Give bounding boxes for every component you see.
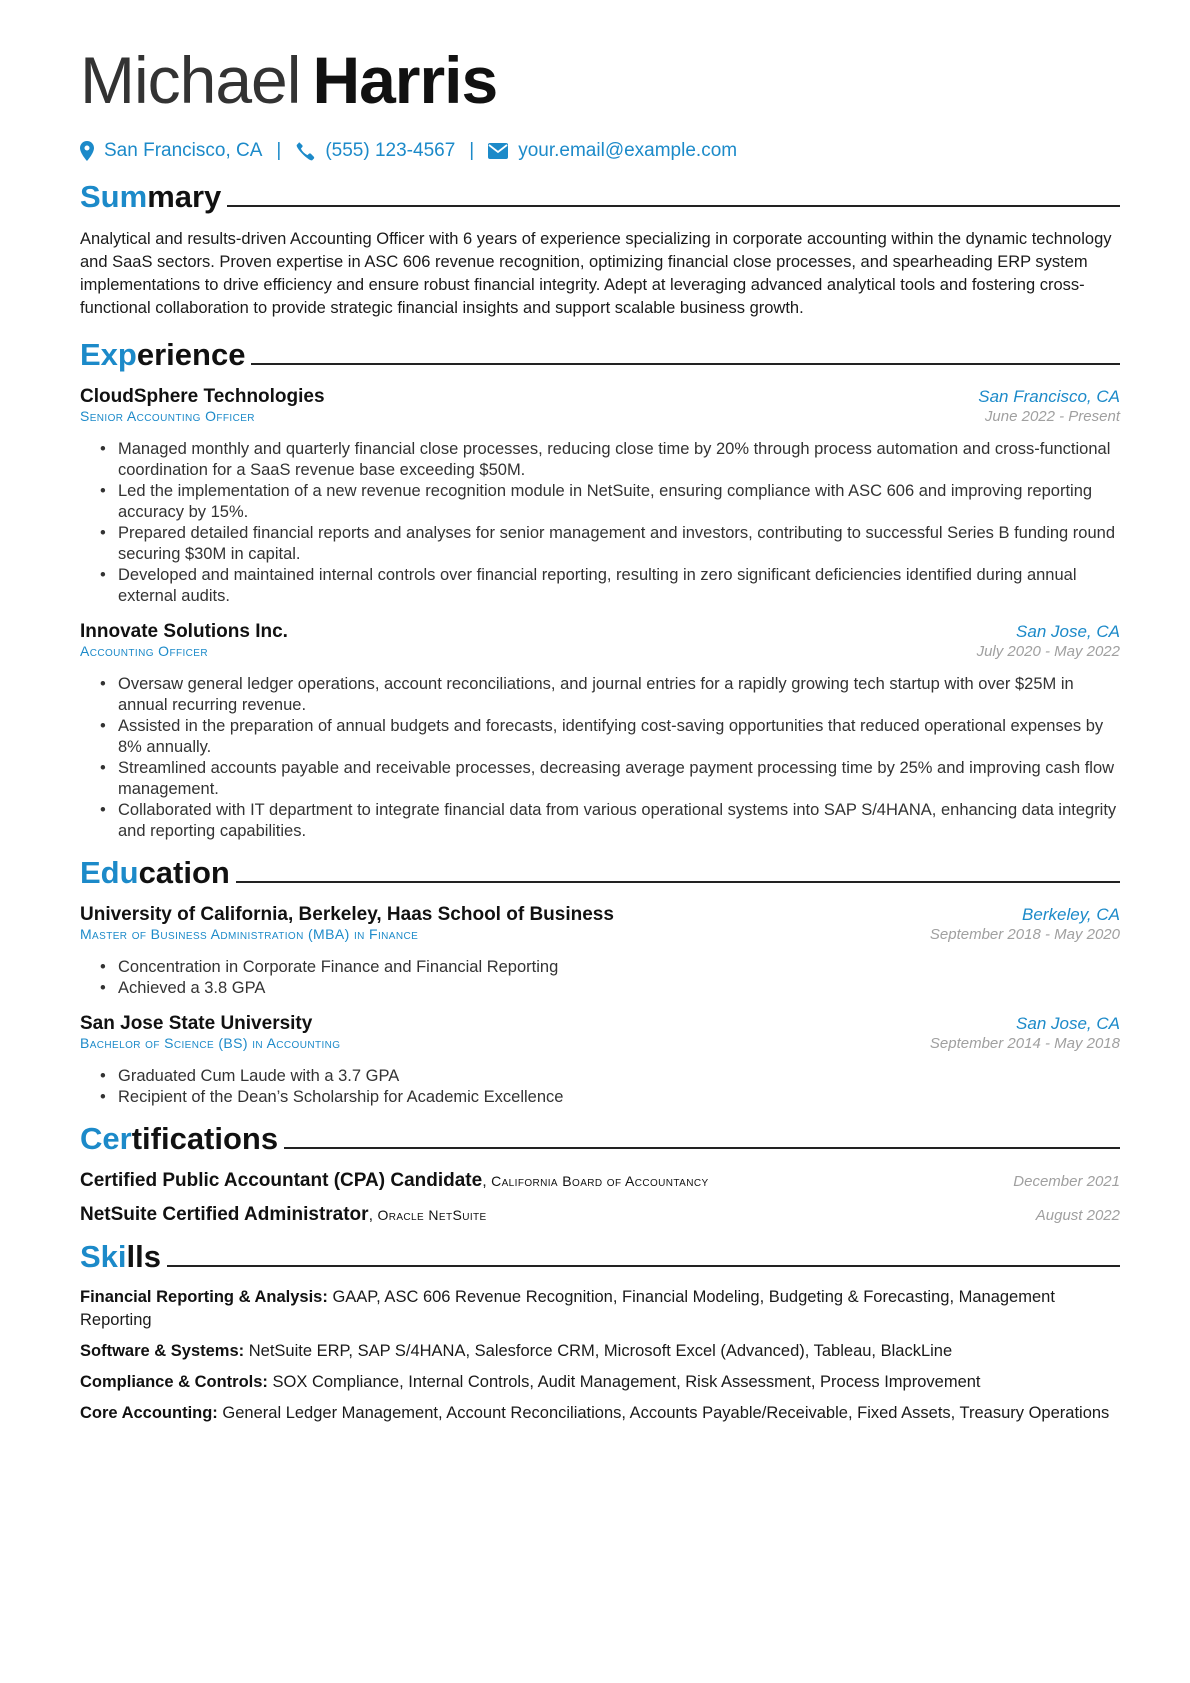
experience-heading [80,330,1120,374]
skill-label: Software & Systems: [80,1342,245,1360]
location-text: San Francisco, CA [104,140,263,161]
certification-issuer: California Board of Accountancy [491,1173,709,1189]
skill-group [80,1402,1120,1425]
experience-entry [80,621,1120,842]
bullet-item: • Managed monthly and quarterly financial close processes, reducing close time by 20% through process automation and cross-functional coordination for a SaaS revenue base exceeding $50M. [118,439,1120,481]
section-rule [236,881,1120,883]
company-name: Innovate Solutions Inc. [80,621,288,642]
certification-item: Certified Public Accountant (CPA) Candidate, California Board of Accountancy December 2021 [80,1170,1120,1191]
certification-item: NetSuite Certified Administrator, Oracle NetSuite August 2022 [80,1204,1120,1225]
job-location: San Francisco, CA [978,387,1120,406]
bullet-item: • Streamlined accounts payable and receivable processes, decreasing average payment processing time by 25% and improving cash flow management. [118,758,1120,800]
bullet-item: • Led the implementation of a new revenue recognition module in NetSuite, ensuring compliance with ASC 606 and improving reporting accuracy by 15%. [118,481,1120,523]
skill-label: Compliance & Controls: [80,1373,268,1391]
certification-date: August 2022 [1035,1207,1120,1224]
contact-separator: | [469,140,475,161]
summary-text: Analytical and results-driven Accounting Officer with 6 years of experience specializing in corporate accounting within the dynamic technology and SaaS sectors. Proven expertise in ASC 606 revenue recognition, optimizing financial close processes, and spearheading ERP system implementations to drive efficiency and ensure robust financial integrity. Adept at leveraging advanced analytical tools and fostering cross-functional collaboration to provide strategic financial insights and support scalable business growth. [80,230,1112,317]
section-title-accent: Edu [80,855,139,890]
job-title: Senior Accounting Officer [80,408,255,424]
skill-list: SOX Compliance, Internal Controls, Audit Management, Risk Assessment, Process Improvement [272,1373,981,1391]
contact-line [80,136,1120,166]
bullet-item: • Recipient of the Dean’s Scholarship for Academic Excellence [118,1087,1120,1108]
education-heading [80,848,1120,892]
school-location: Berkeley, CA [1022,905,1120,924]
bullet-item: • Collaborated with IT department to integrate financial data from various operational systems into SAP S/4HANA, enhancing data integrity and reporting capabilities. [118,800,1120,842]
school-location: San Jose, CA [1016,1014,1120,1033]
education-bullets [80,1066,1120,1108]
skills-heading [80,1232,1120,1276]
section-title-accent: Sum [80,179,148,214]
skill-group [80,1371,1120,1394]
bullet-item: • Achieved a 3.8 GPA [118,978,1120,999]
school-name: San Jose State University [80,1013,313,1034]
candidate-name [80,38,1120,122]
degree: Master of Business Administration (MBA) in Finance [80,926,419,942]
education-dates: September 2018 - May 2020 [929,926,1120,943]
certification-issuer: Oracle NetSuite [377,1207,487,1223]
section-title-accent: Ski [80,1239,127,1274]
skill-list: General Ledger Management, Account Reconciliations, Accounts Payable/Receivable, Fixed Assets, Treasury Operations [222,1404,1110,1422]
contact-phone[interactable] [295,140,455,162]
job-title: Accounting Officer [80,643,208,659]
experience-entry [80,386,1120,607]
contact-email[interactable] [488,140,737,162]
section-title-rest: erience [136,337,246,372]
skill-list: GAAP, ASC 606 Revenue Recognition, Financial Modeling, Budgeting & Forecasting, Management Reporting [80,1288,1055,1329]
section-rule [251,363,1120,365]
job-location: San Jose, CA [1016,622,1120,641]
contact-location [80,140,262,162]
bullet-item: • Prepared detailed financial reports and analyses for senior management and investors, contributing to successful Series B funding round securing $30M in capital. [118,523,1120,565]
section-title-accent: Exp [80,337,137,372]
summary-heading [80,172,1120,216]
school-name: University of California, Berkeley, Haas School of Business [80,904,614,925]
phone-icon [295,141,315,161]
certification-date: December 2021 [1013,1173,1120,1190]
last-name: Harris [312,43,498,117]
skill-list: NetSuite ERP, SAP S/4HANA, Salesforce CRM, Microsoft Excel (Advanced), Tableau, BlackLine [248,1342,953,1360]
skill-label: Financial Reporting & Analysis: [80,1288,328,1306]
job-bullets [80,674,1120,842]
skill-label: Core Accounting: [80,1404,218,1422]
education-bullets [80,957,1120,999]
phone-text: (555) 123-4567 [325,140,456,161]
map-pin-icon [80,141,94,161]
section-title-accent: Cer [80,1121,132,1156]
skill-group [80,1340,1120,1363]
section-title-rest: lls [126,1239,161,1274]
certification-name: NetSuite Certified Administrator [80,1204,369,1225]
section-rule [227,205,1120,207]
first-name: Michael [80,43,301,117]
certification-name: Certified Public Accountant (CPA) Candidate [80,1170,483,1191]
section-rule [167,1265,1120,1267]
contact-separator: | [276,140,282,161]
job-dates: July 2020 - May 2022 [976,643,1120,660]
job-bullets [80,439,1120,607]
skill-group [80,1286,1120,1332]
resume-page [80,38,1120,1425]
company-name: CloudSphere Technologies [80,386,325,407]
bullet-item: • Developed and maintained internal controls over financial reporting, resulting in zero significant deficiencies identified during annual external audits. [118,565,1120,607]
section-rule [284,1147,1120,1149]
bullet-item: • Oversaw general ledger operations, account reconciliations, and journal entries for a rapidly growing tech startup with over $25M in annual recurring revenue. [118,674,1120,716]
bullet-item: • Graduated Cum Laude with a 3.7 GPA [118,1066,1120,1087]
section-title-rest: cation [138,855,230,890]
envelope-icon [488,143,508,159]
section-title-rest: tifications [131,1121,279,1156]
job-dates: June 2022 - Present [984,408,1120,425]
bullet-item: • Concentration in Corporate Finance and Financial Reporting [118,957,1120,978]
section-title-rest: mary [147,179,222,214]
degree: Bachelor of Science (BS) in Accounting [80,1035,341,1051]
education-entry [80,1013,1120,1108]
bullet-item: • Assisted in the preparation of annual budgets and forecasts, identifying cost-saving opportunities that reduced operational expenses by 8% annually. [118,716,1120,758]
education-dates: September 2014 - May 2018 [929,1035,1120,1052]
certifications-heading [80,1114,1120,1158]
education-entry [80,904,1120,999]
email-link: your.email@example.com [518,140,738,161]
